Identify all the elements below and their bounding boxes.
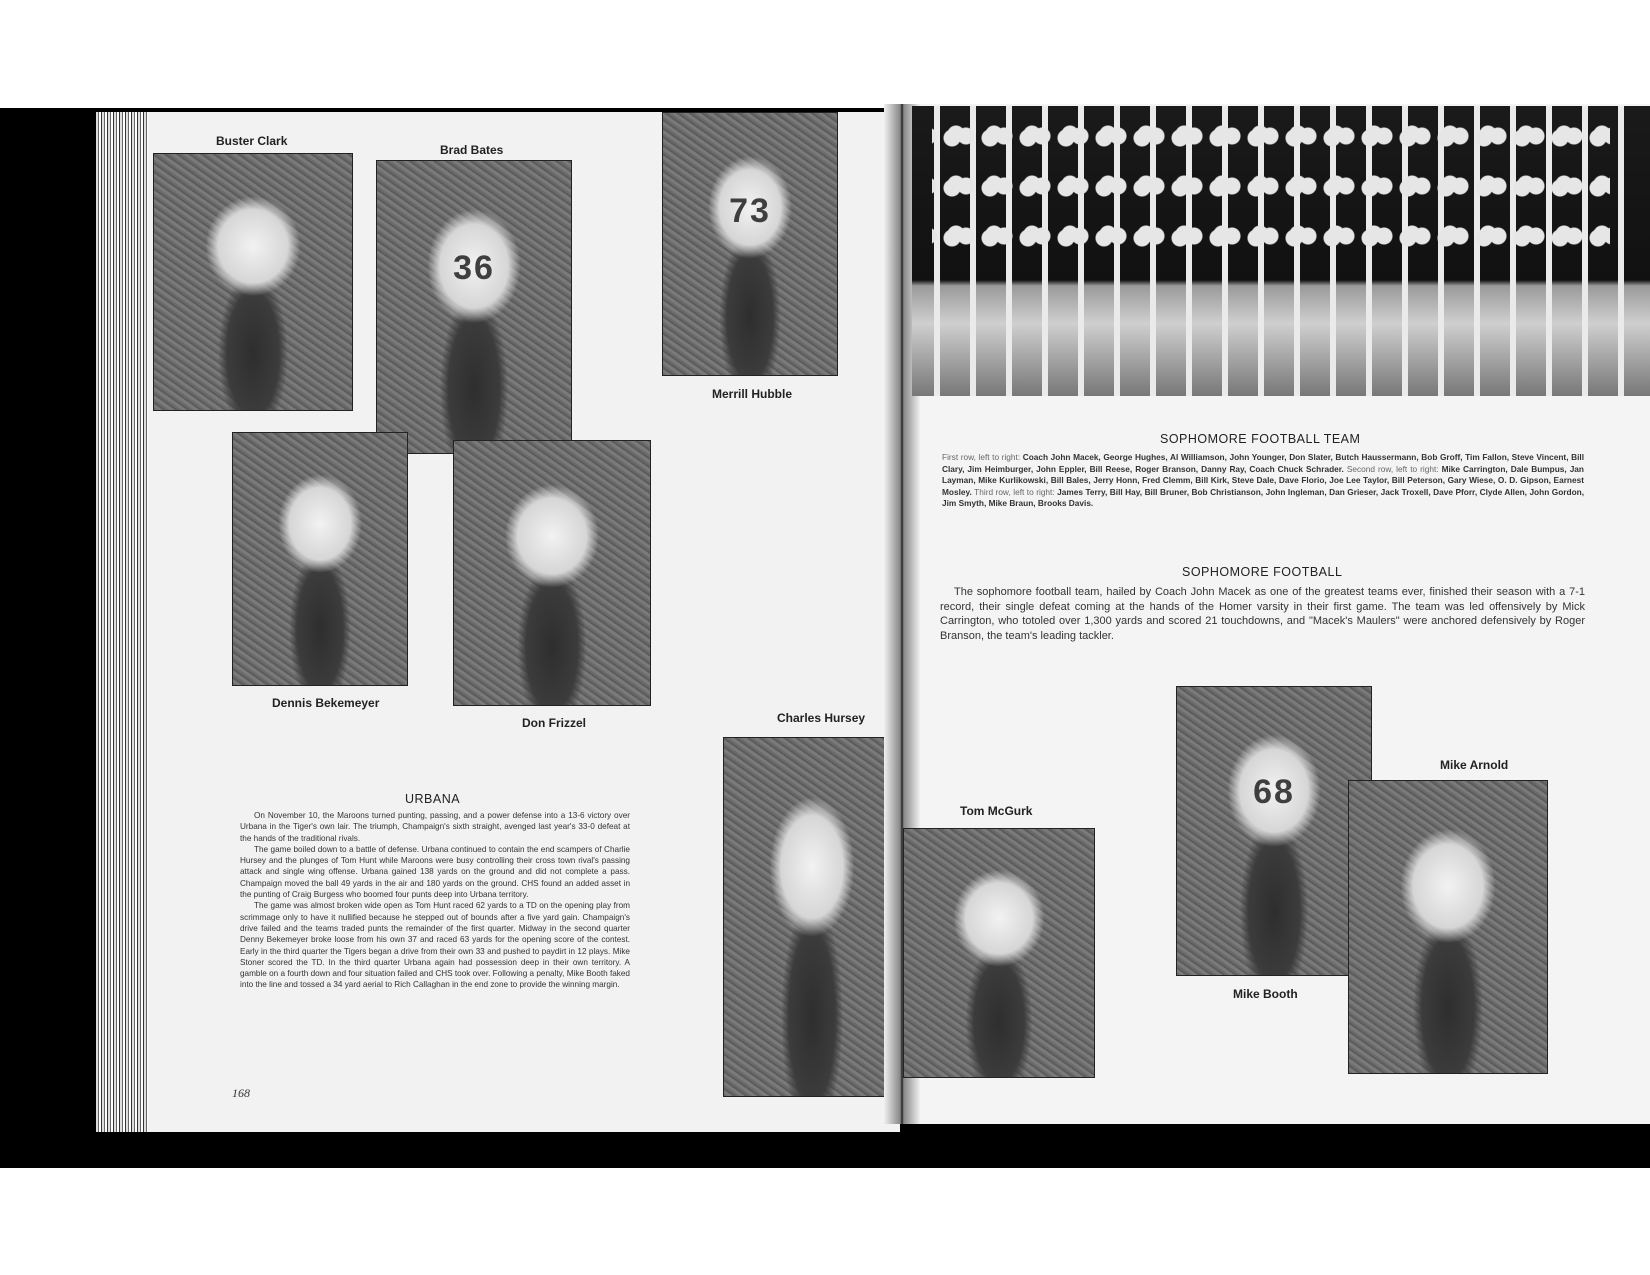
photo-tom-mcgurk [903,828,1095,1078]
book-page-edges [96,112,156,1132]
caption-mike-arnold: Mike Arnold [1440,758,1509,772]
team-roster [942,452,1584,510]
photo-merrill-hubble [662,112,838,376]
team-members-rows [932,124,1610,274]
page-number: 168 [232,1086,250,1100]
caption-tom-mcgurk: Tom McGurk [960,804,1033,818]
article-body-sophomore-football [940,585,1585,643]
article-paragraph: The sophomore football team, hailed by Coach John Macek as one of the greatest teams ever, finished their season with a 7-1 record, their single defeat coming at the hands of the Homer varsity in their first game. The team was led offensively by Mick Carrington, who totoled over 1,300 yards and scored 21 touchdowns, and "Macek's Maulers" were anchored defensively by Roger Branson, the team's leading tackler. [940,586,1585,642]
photo-buster-clark [153,153,353,411]
jersey-number: 73 [729,191,771,230]
article-paragraph: On November 10, the Maroons turned punting, passing, and a power defense into a 13-6 victory over Urbana in the Tiger's own lair. The triumph, Champaign's sixth straight, avenged last year's 33-0 defeat at the hands of the traditional rivals. [240,811,630,843]
photo-brad-bates [376,160,572,454]
article-title-urbana: URBANA [405,792,461,806]
jersey-number: 68 [1253,773,1295,812]
article-title-sophomore-football: SOPHOMORE FOOTBALL [1182,565,1343,579]
photo-mike-booth [1176,686,1372,976]
article-body-urbana [240,810,630,991]
roster-row-names: Mike Carrington, Dale Bumpus, Jan Layman, Mike Kurlikowski, Bill Bales, Jerry Honn, Fred Clemm, Bill Kirk, Steve Dale, Dave Florio, Joe Lee Taylor, Bill Peterson, Gary Wiese, O. D. Gipson, Earnest Mosley. [942,463,1584,497]
article-paragraph: The game was almost broken wide open as Tom Hunt raced 62 yards to a TD on the opening play from scrimmage only to have it nullified because he stepped out of bounds after a five yard gain. Champaign's drive failed and the teams traded punts the remainder of the first quarter. Midway in the second quarter Denny Bekemeyer broke loose from his own 37 and raced 63 yards for the opening score of the contest. Early in the third quarter the Tigers began a drive from their own 33 and pushed to paydirt in 12 plays. Mike Stoner scored the TD. In the third quarter Urbana again had possession deep in their own territory. A gamble on a fourth down and four situation failed and CHS took over. Following a penalty, Mike Booth faked into the line and tossed a 34 yard aerial to Rich Callaghan in the end zone to provide the winning margin. [240,901,630,990]
jersey-number: 36 [453,248,495,287]
caption-mike-booth: Mike Booth [1233,987,1298,1001]
roster-row-names: James Terry, Bill Hay, Bill Bruner, Bob Christianson, John Ingleman, Dan Grieser, Jack Troxell, Dave Pforr, Clyde Allen, John Gordon, Jim Smyth, Mike Braun, Brooks Davis. [942,486,1585,509]
team-photo-title: SOPHOMORE FOOTBALL TEAM [1160,432,1361,446]
photo-mike-arnold [1348,780,1548,1074]
roster-row-label: Third row, left to right: [974,486,1055,497]
photo-sophomore-football-team [912,106,1650,396]
caption-charles-hursey: Charles Hursey [777,711,866,725]
roster-row-names: Coach John Macek, George Hughes, Al Williamson, John Younger, Don Slater, Butch Haussermann, Bob Groff, Tim Fallon, Steve Vincent, Bill Clary, Jim Heimburger, John Eppler, Bill Reese, Roger Branson, Danny Ray, Coach Chuck Schrader. [942,452,1584,474]
caption-dennis-bekemeyer: Dennis Bekemeyer [272,696,380,710]
caption-buster-clark: Buster Clark [216,134,288,148]
photo-dennis-bekemeyer [232,432,408,686]
photo-charles-hursey [723,737,901,1097]
photo-don-frizzel [453,440,651,706]
article-paragraph: The game boiled down to a battle of defense. Urbana continued to contain the end scampers of Charlie Hursey and the plunges of Tom Hunt while Maroons were busy controlling their cross town rival's passing attack and single wing offense. Urbana gained 138 yards on the ground and did not complete a pass. Champaign moved the ball 49 yards in the air and 180 yards on the ground. CHS found an added asset in the punting of Craig Burgess who boomed four punts deep into Urbana territory. [240,844,630,900]
roster-row-label: First row, left to right: [942,452,1021,462]
caption-don-frizzel: Don Frizzel [522,716,587,730]
caption-brad-bates: Brad Bates [440,143,504,157]
caption-merrill-hubble: Merrill Hubble [712,387,793,401]
roster-row-label: Second row, left to right: [1346,463,1439,474]
